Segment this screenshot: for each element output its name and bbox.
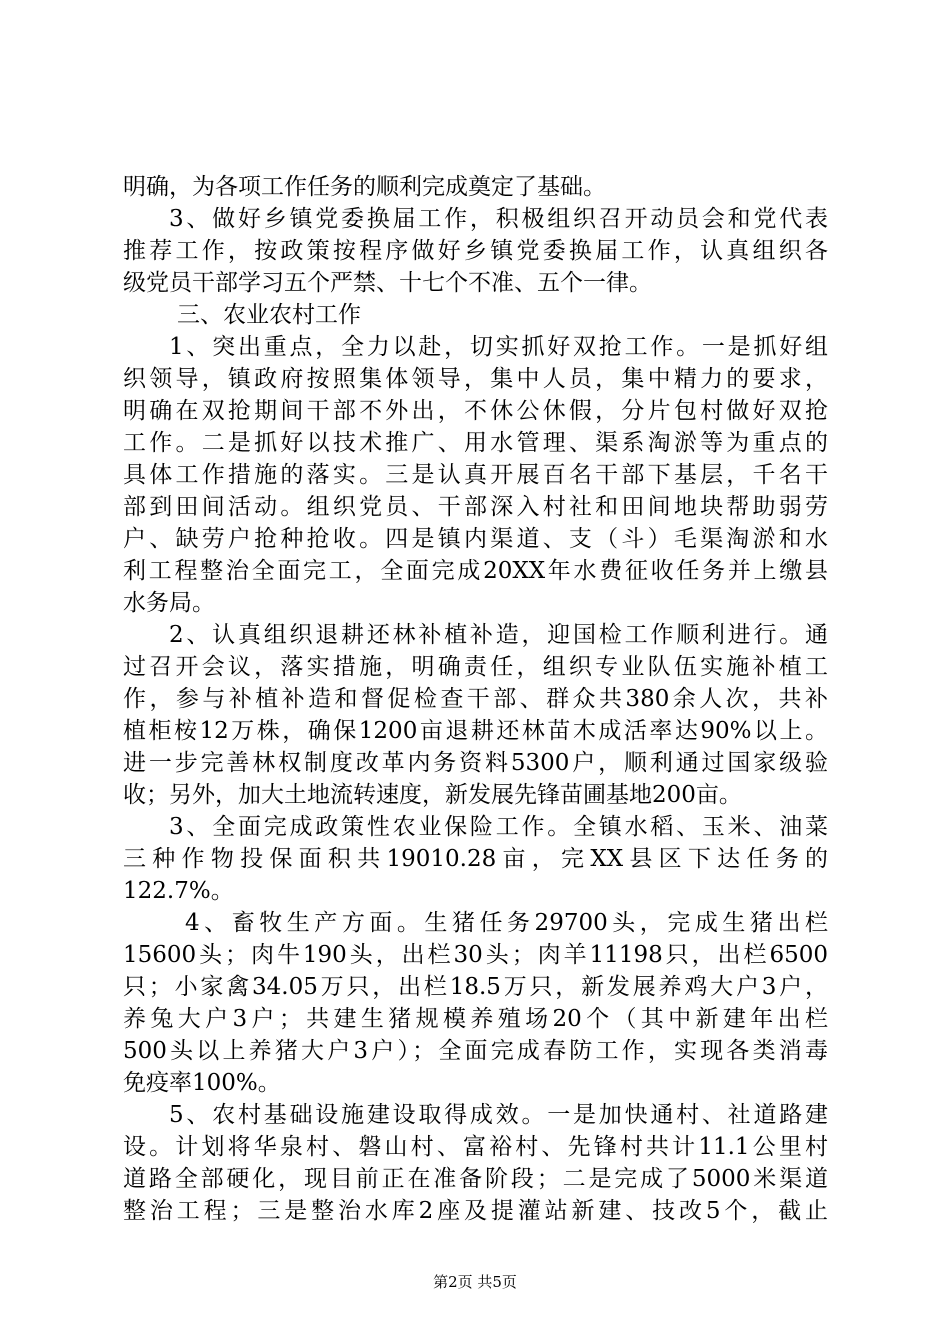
- section-heading: 三、农业农村工作: [177, 302, 361, 328]
- paragraph-line: 3、做好乡镇党委换届工作，积极组织召开动员会和党代表: [169, 206, 828, 232]
- paragraph-line: 水务局。: [123, 590, 215, 616]
- paragraph-line: 植柜桉12万株，确保1200亩退耕还林苗木成活率达90%以上。: [123, 718, 828, 744]
- paragraph-line: 织领导，镇政府按照集体领导，集中人员，集中精力的要求，: [123, 366, 828, 392]
- paragraph-line: 收；另外，加大土地流转速度，新发展先锋苗圃基地200亩。: [123, 782, 742, 808]
- paragraph-line: 15600头；肉牛190头，出栏30头；肉羊11198只，出栏6500: [123, 942, 828, 968]
- paragraph-line: 1、突出重点，全力以赴，切实抓好双抢工作。一是抓好组: [169, 334, 828, 360]
- paragraph-line: 道路全部硬化，现目前正在准备阶段；二是完成了5000米渠道: [123, 1166, 828, 1192]
- paragraph-line: 进一步完善林权制度改革内务资料5300户，顺利通过国家级验: [123, 750, 828, 776]
- paragraph-line: 具体工作措施的落实。三是认真开展百名干部下基层，千名干: [123, 462, 828, 488]
- paragraph-line: 5、农村基础设施建设取得成效。一是加快通村、社道路建: [169, 1102, 828, 1128]
- paragraph-line: 2、认真组织退耕还林补植补造，迎国检工作顺利进行。通: [169, 622, 828, 648]
- paragraph-line: 明确，为各项工作任务的顺利完成奠定了基础。: [123, 174, 606, 200]
- paragraph-line: 三种作物投保面积共19010.28亩，完XX县区下达任务的: [123, 846, 828, 872]
- paragraph-line: 122.7%。: [123, 878, 234, 904]
- paragraph-line: 户、缺劳户抢种抢收。四是镇内渠道、支（斗）毛渠淘淤和水: [123, 526, 828, 552]
- paragraph-line: 利工程整治全面完工，全面完成20XX年水费征收任务并上缴县: [123, 558, 828, 584]
- paragraph-line: 4、畜牧生产方面。生猪任务29700头，完成生猪出栏: [185, 910, 828, 936]
- page-footer: [0, 1272, 950, 1292]
- paragraph-line: 整治工程；三是整治水库2座及提灌站新建、技改5个，截止: [123, 1198, 828, 1224]
- paragraph-line: 设。计划将华泉村、磐山村、富裕村、先锋村共计11.1公里村: [123, 1134, 828, 1160]
- page-number-label: 第2页 共5页: [433, 1273, 517, 1291]
- paragraph-line: 免疫率100%。: [123, 1070, 281, 1096]
- paragraph-line: 工作。二是抓好以技术推广、用水管理、渠系淘淤等为重点的: [123, 430, 828, 456]
- paragraph-line: 部到田间活动。组织党员、干部深入村社和田间地块帮助弱劳: [123, 494, 828, 520]
- document-body: [123, 171, 828, 1227]
- paragraph-line: 500头以上养猪大户3户）；全面完成春防工作，实现各类消毒: [123, 1038, 828, 1064]
- paragraph-line: 作，参与补植补造和督促检查干部、群众共380余人次，共补: [123, 686, 828, 712]
- paragraph-line: 推荐工作，按政策按程序做好乡镇党委换届工作，认真组织各: [123, 238, 828, 264]
- paragraph-line: 级党员干部学习五个严禁、十七个不准、五个一律。: [123, 270, 652, 296]
- paragraph-line: 明确在双抢期间干部不外出，不休公休假，分片包村做好双抢: [123, 398, 828, 424]
- paragraph-line: 3、全面完成政策性农业保险工作。全镇水稻、玉米、油菜: [169, 814, 828, 840]
- paragraph-line: 养兔大户3户；共建生猪规模养殖场20个（其中新建年出栏: [123, 1006, 828, 1032]
- paragraph-line: 只；小家禽34.05万只，出栏18.5万只，新发展养鸡大户3户，: [123, 974, 828, 1000]
- paragraph-line: 过召开会议，落实措施，明确责任，组织专业队伍实施补植工: [123, 654, 828, 680]
